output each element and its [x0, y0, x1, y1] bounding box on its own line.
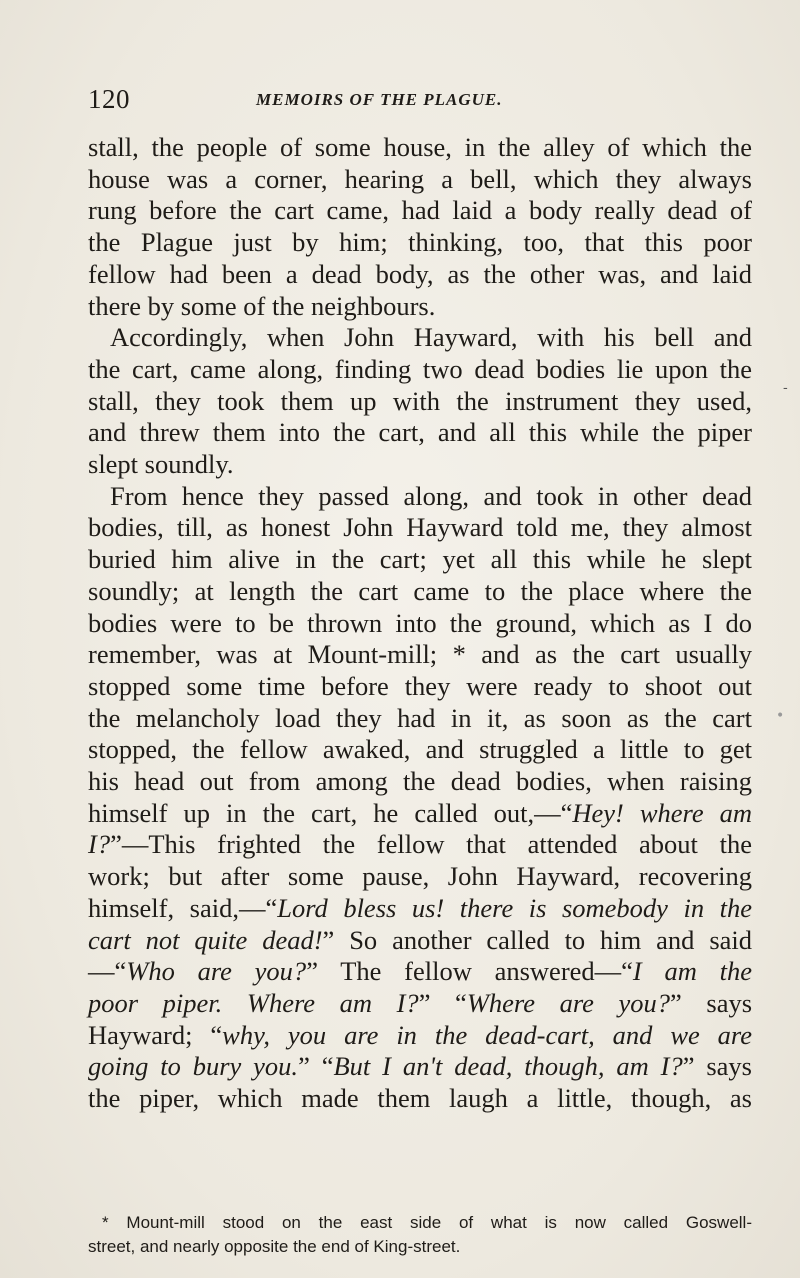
text-segment: ” “: [298, 1051, 334, 1082]
body-text: [88, 132, 752, 1115]
italic-segment: Lord bless us! there is somebody in the: [277, 892, 752, 923]
text-line: stall, they took them up with the instrument they used,: [88, 385, 752, 416]
text-segment: ”—This frighted the fellow that attended about the: [110, 829, 752, 860]
text-line: [88, 893, 752, 925]
text-line: stall, the people of some house, in the alley of which the: [88, 132, 752, 162]
text-line: From hence they passed along, and took in other dead: [110, 480, 752, 511]
text-line: buried him alive in the cart; yet all this while he slept: [88, 544, 752, 575]
italic-segment: cart not quite dead!: [88, 924, 323, 955]
italic-segment: going to bury you.: [88, 1051, 299, 1082]
text-line: bodies, till, as honest John Hayward told me, they almost: [88, 512, 752, 543]
page-number: 120: [88, 84, 130, 114]
text-line: fellow had been a dead body, as the other was, and laid: [88, 258, 752, 289]
text-segment: ” So another called to him and said: [322, 924, 753, 955]
footnote: [88, 1211, 752, 1259]
italic-segment: Who are you?: [126, 956, 307, 987]
italic-segment: Hey! where am: [572, 797, 752, 828]
text-segment: himself, said,—“: [88, 892, 278, 923]
italic-segment: why, you are in the dead-cart, and we are: [222, 1019, 752, 1050]
text-segment: ” says: [682, 1051, 752, 1082]
running-title: MEMOIRS OF THE PLAGUE.: [256, 90, 503, 109]
text-line: [88, 956, 752, 988]
text-line: [88, 1020, 752, 1052]
text-line: [88, 829, 752, 861]
text-line: [88, 1051, 752, 1083]
text-line: the cart, came along, finding two dead bodies lie upon the: [88, 353, 752, 384]
text-line: house was a corner, hearing a bell, which they always: [88, 163, 752, 194]
text-line: bodies were to be thrown into the ground, which as I do: [88, 607, 752, 638]
text-line: rung before the cart came, had laid a body really dead of: [88, 195, 752, 226]
text-segment: himself up in the cart, he called out,—“: [88, 797, 573, 828]
italic-segment: poor piper. Where am I?: [88, 987, 419, 1018]
running-head: [88, 82, 750, 116]
text-line: Accordingly, when John Hayward, with his bell and: [110, 322, 752, 353]
italic-segment: Where are you?: [466, 987, 671, 1018]
text-line: there by some of the neighbours.: [88, 290, 436, 321]
text-line: the piper, which made them laugh a little, though, as: [88, 1083, 752, 1114]
text-segment: ” The fellow answered—“: [306, 956, 633, 987]
text-line: [88, 798, 752, 830]
text-line: slept soundly.: [88, 449, 234, 480]
footnote-line: * Mount-mill stood on the east side of what is now called Goswell-: [102, 1213, 752, 1232]
italic-segment: But I an't dead, though, am I?: [333, 1051, 683, 1082]
text-segment: ” says: [670, 987, 753, 1018]
text-line: work; but after some pause, John Hayward, recovering: [88, 861, 752, 892]
text-segment: —“: [88, 956, 127, 987]
text-line: soundly; at length the cart came to the place where the: [88, 575, 752, 606]
text-line: [88, 988, 752, 1020]
italic-segment: I?: [88, 829, 111, 860]
margin-mark: •: [776, 708, 785, 724]
text-segment: ” “: [418, 987, 467, 1018]
text-line: the melancholy load they had in it, as soon as the cart: [88, 702, 752, 733]
text-line: his head out from among the dead bodies, when raising: [88, 766, 752, 797]
text-line: [88, 925, 752, 957]
text-line: remember, was at Mount-mill; * and as the cart usually: [88, 639, 752, 670]
text-line: the Plague just by him; thinking, too, that this poor: [88, 227, 752, 258]
footnote-line: street, and nearly opposite the end of King-street.: [88, 1237, 461, 1256]
text-line: and threw them into the cart, and all this while the piper: [88, 417, 752, 448]
italic-segment: I am the: [632, 956, 752, 987]
text-segment: Hayward; “: [88, 1019, 223, 1050]
text-line: stopped some time before they were ready to shoot out: [88, 670, 752, 701]
margin-mark: -: [783, 380, 788, 396]
text-line: stopped, the fellow awaked, and struggled a little to get: [88, 734, 752, 765]
